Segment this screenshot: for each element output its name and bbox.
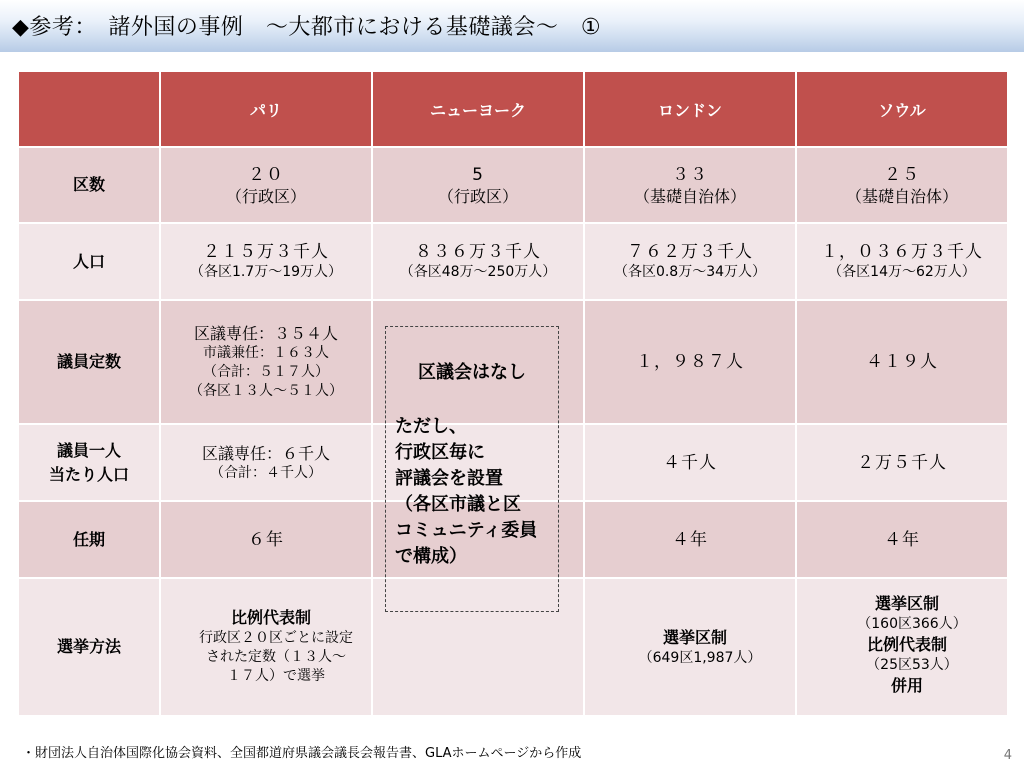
paris-seats-range: （各区１３人～５１人） <box>189 383 343 399</box>
paris-wards-count: ２０ <box>248 164 284 185</box>
newyork-wards-type: （行政区） <box>437 186 518 206</box>
cell-seoul-wards <box>796 147 1008 223</box>
cell-seoul-seats: ４１９人 <box>796 300 1008 424</box>
paris-wards-type: （行政区） <box>225 186 306 206</box>
cell-newyork-population <box>372 223 584 300</box>
seoul-population-range: （各区14万～62万人） <box>828 264 976 280</box>
table-row-wards <box>18 147 1008 223</box>
london-wards-count: ３３ <box>672 164 708 185</box>
page-number: 4 <box>1003 748 1012 763</box>
london-population: ７６２万３千人 <box>627 242 753 262</box>
seoul-population: １，０３６万３千人 <box>821 242 983 262</box>
row-label-per-member-line2: 当たり人口 <box>48 464 129 484</box>
header-seoul: ソウル <box>796 71 1008 147</box>
cell-seoul-election <box>796 578 1008 716</box>
seoul-election-method-1: 選挙区制 <box>874 594 939 613</box>
cell-paris-seats <box>160 300 372 424</box>
table-row-election <box>18 578 1008 716</box>
london-population-range: （各区0.8万～34万人） <box>613 264 767 280</box>
london-election-detail: （649区1,987人） <box>638 650 762 666</box>
header-newyork: ニューヨーク <box>372 71 584 147</box>
cell-seoul-term: ４年 <box>796 501 1008 578</box>
cell-london-population <box>584 223 796 300</box>
newyork-population-range: （各区48万～250万人） <box>399 264 557 280</box>
header-paris: パリ <box>160 71 372 147</box>
london-wards-type: （基礎自治体） <box>633 186 746 206</box>
row-label-population: 人口 <box>18 223 160 300</box>
row-label-election: 選挙方法 <box>18 578 160 716</box>
seoul-election-method-2: 比例代表制 <box>866 635 947 654</box>
comparison-table <box>17 70 1009 717</box>
paris-seats-dedicated: 区議専任：３５４人 <box>193 324 338 343</box>
cell-paris-per-member <box>160 424 372 501</box>
paris-per-member-dedicated: 区議専任：６千人 <box>201 443 330 463</box>
paris-election-detail-3: １７人）で選挙 <box>227 668 325 684</box>
paris-population-range: （各区1.7万～19万人） <box>189 264 343 280</box>
slide-title: ◆参考： 諸外国の事例 ～大都市における基礎議会～ ① <box>12 15 602 40</box>
paris-seats-total: （合計：５１７人） <box>203 364 329 380</box>
cell-london-seats: １，９８７人 <box>584 300 796 424</box>
paris-election-method: 比例代表制 <box>230 608 311 627</box>
cell-london-term: ４年 <box>584 501 796 578</box>
newyork-note-main: 区議会はなし <box>418 362 526 383</box>
newyork-note-detail: ただし、 行政区毎に 評議会を設置 （各区市議と区 コミュニティ委員 で構成） <box>395 416 538 567</box>
cell-newyork-election <box>372 578 584 716</box>
paris-population: ２１５万３千人 <box>203 242 329 262</box>
cell-london-per-member: ４千人 <box>584 424 796 501</box>
paris-per-member-total: （合計：４千人） <box>210 464 322 481</box>
seoul-wards-type: （基礎自治体） <box>845 186 958 206</box>
cell-newyork-wards <box>372 147 584 223</box>
newyork-population: ８３６万３千人 <box>415 242 541 262</box>
seoul-wards-count: ２５ <box>884 164 920 185</box>
cell-paris-election <box>160 578 372 716</box>
row-label-term: 任期 <box>18 501 160 578</box>
seoul-election-combined: 併用 <box>890 676 923 695</box>
cell-paris-term: ６年 <box>160 501 372 578</box>
cell-london-election <box>584 578 796 716</box>
paris-election-detail-2: された定数（１３人～ <box>206 649 346 665</box>
newyork-wards-count: 5 <box>472 164 484 185</box>
row-label-seats: 議員定数 <box>18 300 160 424</box>
source-footnote: ・財団法人自治体国際化協会資料、全国都道府県議会議長会報告書、GLAホームページから作成 <box>22 746 582 761</box>
cell-seoul-population <box>796 223 1008 300</box>
row-label-per-member-line1: 議員一人 <box>56 440 121 460</box>
header-corner <box>18 71 160 147</box>
seoul-election-detail-2: （25区53人） <box>866 657 958 673</box>
london-election-method: 選挙区制 <box>662 628 727 647</box>
seoul-election-detail-1: （160区366人） <box>857 616 967 632</box>
table-header-row <box>18 71 1008 147</box>
cell-paris-population <box>160 223 372 300</box>
cell-paris-wards <box>160 147 372 223</box>
table-row-population <box>18 223 1008 300</box>
paris-election-detail-1: 行政区２０区ごとに設定 <box>199 630 353 646</box>
paris-seats-concurrent: 市議兼任：１６３人 <box>203 345 329 361</box>
cell-london-wards <box>584 147 796 223</box>
title-bar <box>0 0 1024 52</box>
header-london: ロンドン <box>584 71 796 147</box>
row-label-per-member <box>18 424 160 501</box>
row-label-wards: 区数 <box>18 147 160 223</box>
cell-seoul-per-member: ２万５千人 <box>796 424 1008 501</box>
